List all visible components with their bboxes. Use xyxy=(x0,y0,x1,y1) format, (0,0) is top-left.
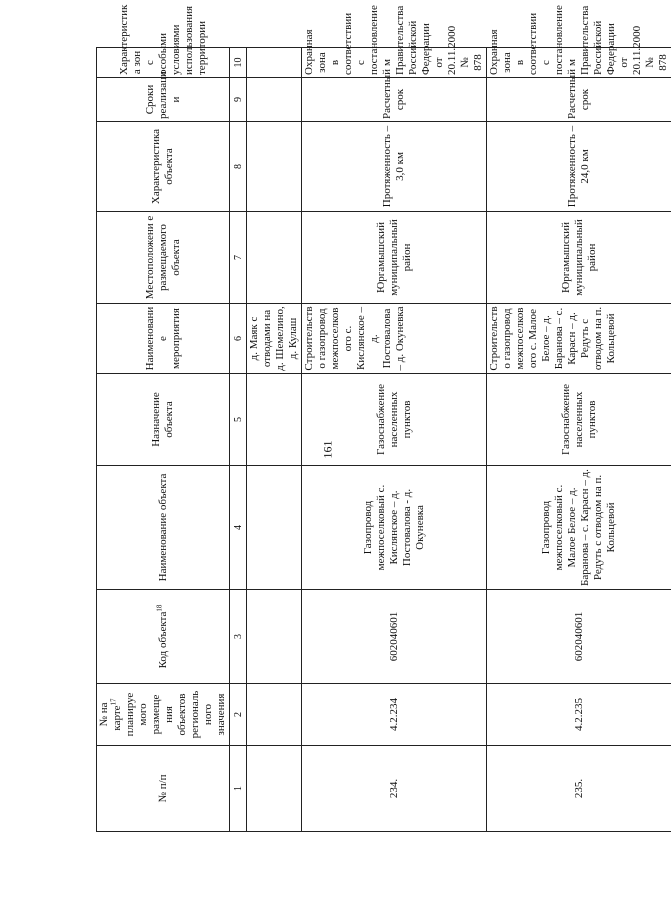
colnum-4: 4 xyxy=(230,466,247,590)
column-number-row xyxy=(230,48,247,832)
row-characteristic: Протяженность – 24,0 км xyxy=(487,122,671,212)
colnum-8: 8 xyxy=(230,122,247,212)
header-event: Наименовани е мероприятия xyxy=(97,304,230,374)
row-location: Юргамышский муниципальный район xyxy=(302,212,487,304)
row-term: Расчетный срок xyxy=(302,78,487,122)
row-event: Строительств о газопровод межпоселков ого с. Кислянское – д. Постовалова – д. Окуневка xyxy=(302,304,487,374)
colnum-5: 5 xyxy=(230,374,247,466)
table-row xyxy=(487,48,671,832)
row-name: Газопровод межпоселковый с. Малое Белое – д. Баранова – с. Карасн – д. Редуть с отводом на п. Кольцевой xyxy=(487,466,671,590)
row-name: Газопровод межпоселковый с. Кислянское – д. Постовалова - д. Окуневка xyxy=(302,466,487,590)
header-term: Сроки реализаци и xyxy=(97,78,230,122)
colnum-2: 2 xyxy=(230,684,247,746)
row-no: 234. xyxy=(302,746,487,832)
continuation-row xyxy=(247,48,302,832)
colnum-3: 3 xyxy=(230,590,247,684)
row-zones: Охранная зона в соответствии с постановление м Правительства Российской Федерации от 20.11.2000 № 878 xyxy=(487,48,671,78)
row-event: Строительств о газопровод межпоселков ого с. Малое Белое – д. Баранова – с. Карасн – д. Редуть с отводом на п. Кольцевой xyxy=(487,304,671,374)
header-name: Наименование объекта xyxy=(97,466,230,590)
header-code: Код объекта$^{18}$ xyxy=(97,590,230,684)
row-code: 602040601 xyxy=(302,590,487,684)
header-location: Местоположени е размещаемого объекта xyxy=(97,212,230,304)
header-characteristic: Характеристика объекта xyxy=(97,122,230,212)
page-number: 161 xyxy=(320,440,335,459)
table-row xyxy=(302,48,487,832)
header-row xyxy=(97,48,230,832)
row-map-no: 4.2.235 xyxy=(487,684,671,746)
continuation-event: д. Маяк с отводами на д. Шемелино, д. Кулаш xyxy=(247,304,302,374)
colnum-10: 10 xyxy=(230,48,247,78)
colnum-1: 1 xyxy=(230,746,247,832)
row-no: 235. xyxy=(487,746,671,832)
header-zones: Характеристик а зон с особыми условиями использования территории xyxy=(97,48,230,78)
row-term: Расчетный срок xyxy=(487,78,671,122)
header-no: № п/п xyxy=(97,746,230,832)
row-purpose: Газоснабжение населенных пунктов xyxy=(487,374,671,466)
row-zones: Охранная зона в соответствии с постановление м Правительства Российской Федерации от 20.11.2000 № 878 xyxy=(302,48,487,78)
row-code: 602040601 xyxy=(487,590,671,684)
header-purpose: Назначение объекта xyxy=(97,374,230,466)
row-location: Юргамышский муниципальный район xyxy=(487,212,671,304)
row-characteristic: Протяженность – 3,0 км xyxy=(302,122,487,212)
row-purpose: Газоснабжение населенных пунктов xyxy=(302,374,487,466)
colnum-7: 7 xyxy=(230,212,247,304)
rotated-table-wrapper xyxy=(96,4,669,832)
header-map-no: № на карте$^{17}$ планируе мого размеще ния объектов региональ ного значения xyxy=(97,684,230,746)
objects-table xyxy=(96,4,671,832)
colnum-9: 9 xyxy=(230,78,247,122)
row-map-no: 4.2.234 xyxy=(302,684,487,746)
colnum-6: 6 xyxy=(230,304,247,374)
